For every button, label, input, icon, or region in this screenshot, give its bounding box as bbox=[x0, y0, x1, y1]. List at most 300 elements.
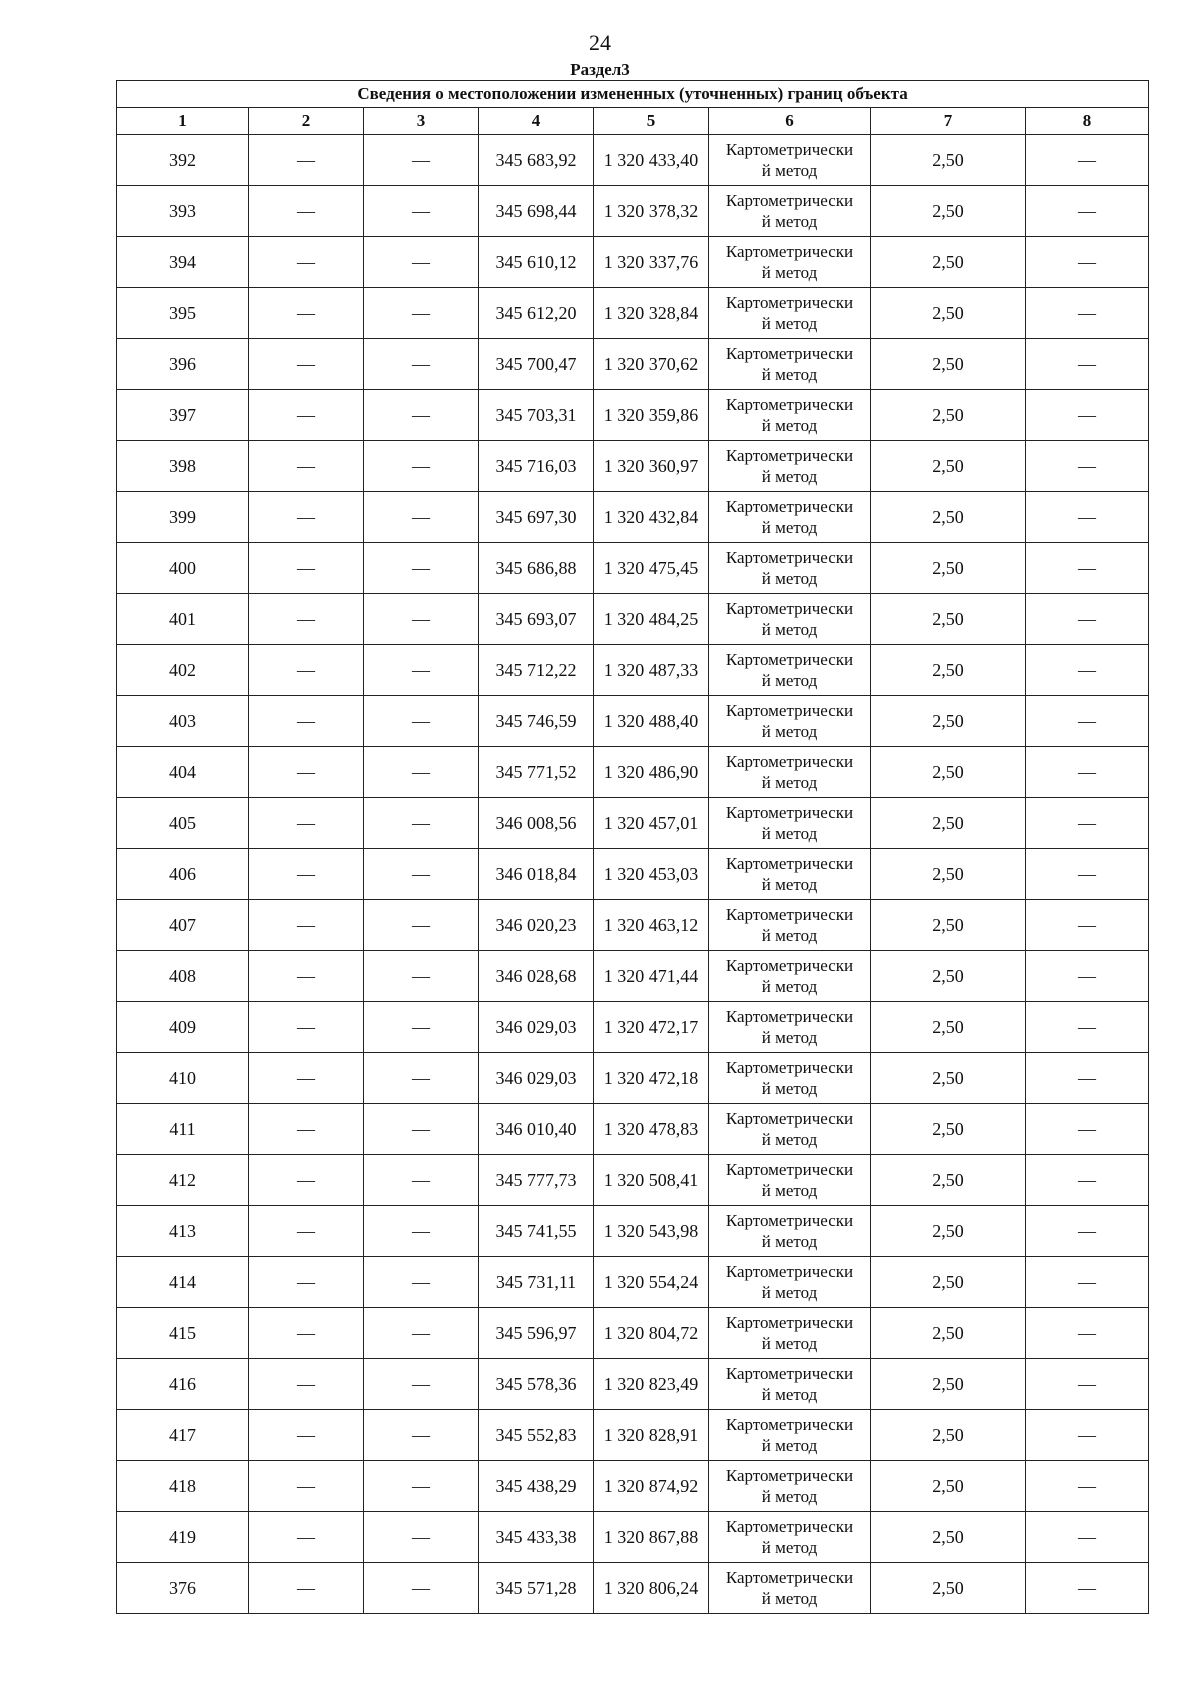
dash-cell: — bbox=[364, 900, 479, 951]
method-cell bbox=[709, 390, 871, 441]
accuracy-cell: 2,50 bbox=[871, 645, 1026, 696]
dash-cell: — bbox=[364, 1308, 479, 1359]
dash-cell: — bbox=[364, 1461, 479, 1512]
method-line-2: й метод bbox=[761, 1589, 818, 1608]
accuracy-cell: 2,50 bbox=[871, 594, 1026, 645]
method-line-1: Картометрически bbox=[725, 1160, 854, 1179]
point-number-cell: 406 bbox=[117, 849, 249, 900]
coordinate-x-cell: 345 433,38 bbox=[479, 1512, 594, 1563]
point-number-cell: 416 bbox=[117, 1359, 249, 1410]
method-cell bbox=[709, 1563, 871, 1614]
table-row bbox=[117, 441, 1149, 492]
point-number-cell: 411 bbox=[117, 1104, 249, 1155]
coordinate-x-cell: 346 008,56 bbox=[479, 798, 594, 849]
dash-cell: — bbox=[364, 696, 479, 747]
coordinate-x-cell: 345 703,31 bbox=[479, 390, 594, 441]
dash-cell: — bbox=[249, 594, 364, 645]
dash-cell: — bbox=[249, 441, 364, 492]
method-cell bbox=[709, 645, 871, 696]
page-number: 24 bbox=[589, 30, 611, 55]
accuracy-cell: 2,50 bbox=[871, 441, 1026, 492]
dash-cell: — bbox=[364, 1206, 479, 1257]
coordinate-x-cell: 345 777,73 bbox=[479, 1155, 594, 1206]
accuracy-cell: 2,50 bbox=[871, 1002, 1026, 1053]
accuracy-cell: 2,50 bbox=[871, 1512, 1026, 1563]
column-number-7: 7 bbox=[871, 108, 1026, 135]
point-number-cell: 400 bbox=[117, 543, 249, 594]
table-row bbox=[117, 288, 1149, 339]
method-line-2: й метод bbox=[761, 467, 818, 486]
dash-cell: — bbox=[364, 1512, 479, 1563]
accuracy-cell: 2,50 bbox=[871, 1053, 1026, 1104]
coordinate-y-cell: 1 320 475,45 bbox=[594, 543, 709, 594]
dash-cell: — bbox=[364, 1563, 479, 1614]
method-cell bbox=[709, 186, 871, 237]
coordinate-x-cell: 345 697,30 bbox=[479, 492, 594, 543]
table-row bbox=[117, 1053, 1149, 1104]
coordinate-x-cell: 346 029,03 bbox=[479, 1053, 594, 1104]
dash-cell: — bbox=[249, 237, 364, 288]
accuracy-cell: 2,50 bbox=[871, 390, 1026, 441]
accuracy-cell: 2,50 bbox=[871, 237, 1026, 288]
table-row bbox=[117, 339, 1149, 390]
dash-cell: — bbox=[1026, 339, 1149, 390]
dash-cell: — bbox=[249, 1104, 364, 1155]
method-line-2: й метод bbox=[761, 1436, 818, 1455]
method-line-1: Картометрически bbox=[725, 1466, 854, 1485]
dash-cell: — bbox=[249, 390, 364, 441]
method-line-2: й метод bbox=[761, 212, 818, 231]
method-line-1: Картометрически bbox=[725, 395, 854, 414]
coordinate-y-cell: 1 320 472,18 bbox=[594, 1053, 709, 1104]
dash-cell: — bbox=[364, 543, 479, 594]
dash-cell: — bbox=[1026, 645, 1149, 696]
table-row bbox=[117, 900, 1149, 951]
accuracy-cell: 2,50 bbox=[871, 1104, 1026, 1155]
method-line-2: й метод bbox=[761, 926, 818, 945]
dash-cell: — bbox=[364, 645, 479, 696]
section-title: Раздел3 bbox=[570, 60, 630, 79]
point-number-cell: 395 bbox=[117, 288, 249, 339]
method-cell bbox=[709, 594, 871, 645]
method-line-2: й метод bbox=[761, 1538, 818, 1557]
dash-cell: — bbox=[1026, 1104, 1149, 1155]
method-line-2: й метод bbox=[761, 1334, 818, 1353]
table-row bbox=[117, 1512, 1149, 1563]
column-number-2: 2 bbox=[249, 108, 364, 135]
coordinate-x-cell: 345 731,11 bbox=[479, 1257, 594, 1308]
point-number-cell: 418 bbox=[117, 1461, 249, 1512]
dash-cell: — bbox=[1026, 186, 1149, 237]
method-line-1: Картометрически bbox=[725, 1517, 854, 1536]
dash-cell: — bbox=[1026, 543, 1149, 594]
table-row bbox=[117, 1461, 1149, 1512]
method-cell bbox=[709, 900, 871, 951]
method-line-1: Картометрически bbox=[725, 548, 854, 567]
method-cell bbox=[709, 441, 871, 492]
dash-cell: — bbox=[1026, 1308, 1149, 1359]
coordinate-x-cell: 345 552,83 bbox=[479, 1410, 594, 1461]
accuracy-cell: 2,50 bbox=[871, 543, 1026, 594]
coordinate-y-cell: 1 320 360,97 bbox=[594, 441, 709, 492]
method-line-1: Картометрически bbox=[725, 242, 854, 261]
method-line-1: Картометрически bbox=[725, 956, 854, 975]
dash-cell: — bbox=[1026, 237, 1149, 288]
coordinate-y-cell: 1 320 359,86 bbox=[594, 390, 709, 441]
dash-cell: — bbox=[1026, 747, 1149, 798]
accuracy-cell: 2,50 bbox=[871, 1461, 1026, 1512]
dash-cell: — bbox=[1026, 900, 1149, 951]
accuracy-cell: 2,50 bbox=[871, 696, 1026, 747]
coordinate-y-cell: 1 320 554,24 bbox=[594, 1257, 709, 1308]
dash-cell: — bbox=[1026, 1002, 1149, 1053]
method-cell bbox=[709, 1053, 871, 1104]
method-cell bbox=[709, 339, 871, 390]
coordinate-x-cell: 345 686,88 bbox=[479, 543, 594, 594]
accuracy-cell: 2,50 bbox=[871, 135, 1026, 186]
coordinate-y-cell: 1 320 378,32 bbox=[594, 186, 709, 237]
dash-cell: — bbox=[249, 1257, 364, 1308]
method-cell bbox=[709, 1461, 871, 1512]
dash-cell: — bbox=[249, 849, 364, 900]
method-line-2: й метод bbox=[761, 875, 818, 894]
dash-cell: — bbox=[249, 1155, 364, 1206]
dash-cell: — bbox=[1026, 1512, 1149, 1563]
method-line-2: й метод bbox=[761, 365, 818, 384]
method-cell bbox=[709, 696, 871, 747]
dash-cell: — bbox=[249, 1461, 364, 1512]
dash-cell: — bbox=[364, 186, 479, 237]
point-number-cell: 404 bbox=[117, 747, 249, 798]
dash-cell: — bbox=[249, 1563, 364, 1614]
method-cell bbox=[709, 1512, 871, 1563]
method-line-1: Картометрически bbox=[725, 650, 854, 669]
method-line-1: Картометрически bbox=[725, 1262, 854, 1281]
method-line-2: й метод bbox=[761, 977, 818, 996]
dash-cell: — bbox=[249, 645, 364, 696]
point-number-cell: 408 bbox=[117, 951, 249, 1002]
column-number-1: 1 bbox=[117, 108, 249, 135]
dash-cell: — bbox=[1026, 798, 1149, 849]
point-number-cell: 394 bbox=[117, 237, 249, 288]
dash-cell: — bbox=[364, 339, 479, 390]
coordinate-y-cell: 1 320 874,92 bbox=[594, 1461, 709, 1512]
coordinate-x-cell: 345 700,47 bbox=[479, 339, 594, 390]
dash-cell: — bbox=[364, 1359, 479, 1410]
coordinate-x-cell: 345 571,28 bbox=[479, 1563, 594, 1614]
method-line-1: Картометрически bbox=[725, 854, 854, 873]
coordinate-y-cell: 1 320 486,90 bbox=[594, 747, 709, 798]
dash-cell: — bbox=[1026, 1053, 1149, 1104]
dash-cell: — bbox=[1026, 1206, 1149, 1257]
column-number-5: 5 bbox=[594, 108, 709, 135]
coordinate-x-cell: 345 596,97 bbox=[479, 1308, 594, 1359]
coordinate-y-cell: 1 320 432,84 bbox=[594, 492, 709, 543]
point-number-cell: 414 bbox=[117, 1257, 249, 1308]
accuracy-cell: 2,50 bbox=[871, 1359, 1026, 1410]
coordinate-x-cell: 345 716,03 bbox=[479, 441, 594, 492]
table-body bbox=[117, 135, 1149, 1614]
method-cell bbox=[709, 1308, 871, 1359]
coordinate-x-cell: 345 578,36 bbox=[479, 1359, 594, 1410]
coordinate-y-cell: 1 320 508,41 bbox=[594, 1155, 709, 1206]
table-row bbox=[117, 1410, 1149, 1461]
method-line-1: Картометрически bbox=[725, 1568, 854, 1587]
method-line-2: й метод bbox=[761, 518, 818, 537]
method-line-2: й метод bbox=[761, 722, 818, 741]
point-number-cell: 410 bbox=[117, 1053, 249, 1104]
coordinate-y-cell: 1 320 328,84 bbox=[594, 288, 709, 339]
method-cell bbox=[709, 1410, 871, 1461]
method-line-2: й метод bbox=[761, 314, 818, 333]
point-number-cell: 407 bbox=[117, 900, 249, 951]
dash-cell: — bbox=[1026, 390, 1149, 441]
accuracy-cell: 2,50 bbox=[871, 1308, 1026, 1359]
table-row bbox=[117, 1104, 1149, 1155]
dash-cell: — bbox=[364, 951, 479, 1002]
method-line-2: й метод bbox=[761, 1487, 818, 1506]
coordinate-y-cell: 1 320 823,49 bbox=[594, 1359, 709, 1410]
dash-cell: — bbox=[364, 1410, 479, 1461]
method-line-2: й метод bbox=[761, 1181, 818, 1200]
table-row bbox=[117, 798, 1149, 849]
point-number-cell: 413 bbox=[117, 1206, 249, 1257]
dash-cell: — bbox=[364, 1155, 479, 1206]
method-line-1: Картометрически bbox=[725, 140, 854, 159]
dash-cell: — bbox=[249, 900, 364, 951]
method-cell bbox=[709, 849, 871, 900]
coordinate-x-cell: 345 698,44 bbox=[479, 186, 594, 237]
coordinate-y-cell: 1 320 370,62 bbox=[594, 339, 709, 390]
dash-cell: — bbox=[1026, 696, 1149, 747]
accuracy-cell: 2,50 bbox=[871, 849, 1026, 900]
method-line-2: й метод bbox=[761, 263, 818, 282]
method-line-1: Картометрически bbox=[725, 1007, 854, 1026]
dash-cell: — bbox=[364, 1257, 479, 1308]
method-line-1: Картометрически bbox=[725, 1364, 854, 1383]
dash-cell: — bbox=[249, 288, 364, 339]
method-line-2: й метод bbox=[761, 1232, 818, 1251]
point-number-cell: 402 bbox=[117, 645, 249, 696]
coordinate-y-cell: 1 320 484,25 bbox=[594, 594, 709, 645]
dash-cell: — bbox=[249, 747, 364, 798]
point-number-cell: 412 bbox=[117, 1155, 249, 1206]
point-number-cell: 393 bbox=[117, 186, 249, 237]
coordinate-y-cell: 1 320 488,40 bbox=[594, 696, 709, 747]
method-line-2: й метод bbox=[761, 824, 818, 843]
table-row bbox=[117, 1563, 1149, 1614]
table-row bbox=[117, 1308, 1149, 1359]
table-row bbox=[117, 645, 1149, 696]
coordinate-y-cell: 1 320 453,03 bbox=[594, 849, 709, 900]
method-cell bbox=[709, 951, 871, 1002]
method-cell bbox=[709, 237, 871, 288]
coordinate-x-cell: 345 746,59 bbox=[479, 696, 594, 747]
dash-cell: — bbox=[249, 1512, 364, 1563]
dash-cell: — bbox=[364, 1104, 479, 1155]
accuracy-cell: 2,50 bbox=[871, 1257, 1026, 1308]
method-line-1: Картометрически bbox=[725, 293, 854, 312]
dash-cell: — bbox=[249, 798, 364, 849]
dash-cell: — bbox=[364, 288, 479, 339]
table-row bbox=[117, 237, 1149, 288]
dash-cell: — bbox=[249, 1308, 364, 1359]
coordinate-x-cell: 345 683,92 bbox=[479, 135, 594, 186]
accuracy-cell: 2,50 bbox=[871, 288, 1026, 339]
dash-cell: — bbox=[364, 1002, 479, 1053]
table-row bbox=[117, 594, 1149, 645]
method-line-1: Картометрически bbox=[725, 446, 854, 465]
table-row bbox=[117, 390, 1149, 441]
dash-cell: — bbox=[1026, 594, 1149, 645]
coordinate-y-cell: 1 320 463,12 bbox=[594, 900, 709, 951]
method-cell bbox=[709, 798, 871, 849]
point-number-cell: 405 bbox=[117, 798, 249, 849]
coordinate-x-cell: 346 018,84 bbox=[479, 849, 594, 900]
coordinate-x-cell: 346 010,40 bbox=[479, 1104, 594, 1155]
dash-cell: — bbox=[249, 492, 364, 543]
accuracy-cell: 2,50 bbox=[871, 747, 1026, 798]
dash-cell: — bbox=[1026, 288, 1149, 339]
accuracy-cell: 2,50 bbox=[871, 900, 1026, 951]
table-row bbox=[117, 135, 1149, 186]
point-number-cell: 399 bbox=[117, 492, 249, 543]
column-number-row bbox=[117, 108, 1149, 135]
dash-cell: — bbox=[1026, 135, 1149, 186]
method-line-2: й метод bbox=[761, 161, 818, 180]
point-number-cell: 401 bbox=[117, 594, 249, 645]
method-cell bbox=[709, 1155, 871, 1206]
coordinate-x-cell: 345 693,07 bbox=[479, 594, 594, 645]
dash-cell: — bbox=[364, 747, 479, 798]
coordinate-y-cell: 1 320 478,83 bbox=[594, 1104, 709, 1155]
dash-cell: — bbox=[364, 849, 479, 900]
dash-cell: — bbox=[1026, 951, 1149, 1002]
table-row bbox=[117, 951, 1149, 1002]
method-cell bbox=[709, 492, 871, 543]
method-line-2: й метод bbox=[761, 1079, 818, 1098]
table-caption-row bbox=[117, 81, 1149, 108]
coordinate-y-cell: 1 320 487,33 bbox=[594, 645, 709, 696]
dash-cell: — bbox=[364, 441, 479, 492]
dash-cell: — bbox=[249, 135, 364, 186]
accuracy-cell: 2,50 bbox=[871, 1410, 1026, 1461]
dash-cell: — bbox=[249, 951, 364, 1002]
method-line-1: Картометрически bbox=[725, 191, 854, 210]
coordinate-y-cell: 1 320 543,98 bbox=[594, 1206, 709, 1257]
column-number-6: 6 bbox=[709, 108, 871, 135]
point-number-cell: 397 bbox=[117, 390, 249, 441]
table-row bbox=[117, 1002, 1149, 1053]
method-cell bbox=[709, 543, 871, 594]
dash-cell: — bbox=[249, 186, 364, 237]
coordinate-y-cell: 1 320 433,40 bbox=[594, 135, 709, 186]
method-line-2: й метод bbox=[761, 1130, 818, 1149]
dash-cell: — bbox=[364, 798, 479, 849]
dash-cell: — bbox=[1026, 1410, 1149, 1461]
method-cell bbox=[709, 1104, 871, 1155]
table-row bbox=[117, 1359, 1149, 1410]
table-row bbox=[117, 492, 1149, 543]
point-number-cell: 398 bbox=[117, 441, 249, 492]
dash-cell: — bbox=[1026, 1563, 1149, 1614]
table-row bbox=[117, 1206, 1149, 1257]
coordinate-y-cell: 1 320 457,01 bbox=[594, 798, 709, 849]
coordinate-y-cell: 1 320 867,88 bbox=[594, 1512, 709, 1563]
method-line-1: Картометрически bbox=[725, 1415, 854, 1434]
method-line-2: й метод bbox=[761, 1028, 818, 1047]
dash-cell: — bbox=[364, 237, 479, 288]
dash-cell: — bbox=[249, 1410, 364, 1461]
column-number-3: 3 bbox=[364, 108, 479, 135]
dash-cell: — bbox=[249, 339, 364, 390]
column-number-8: 8 bbox=[1026, 108, 1149, 135]
dash-cell: — bbox=[364, 1053, 479, 1104]
dash-cell: — bbox=[249, 1053, 364, 1104]
table-row bbox=[117, 1155, 1149, 1206]
dash-cell: — bbox=[249, 543, 364, 594]
method-cell bbox=[709, 1257, 871, 1308]
coordinate-x-cell: 345 712,22 bbox=[479, 645, 594, 696]
accuracy-cell: 2,50 bbox=[871, 339, 1026, 390]
accuracy-cell: 2,50 bbox=[871, 186, 1026, 237]
dash-cell: — bbox=[364, 594, 479, 645]
method-line-2: й метод bbox=[761, 671, 818, 690]
dash-cell: — bbox=[249, 1206, 364, 1257]
method-cell bbox=[709, 747, 871, 798]
point-number-cell: 396 bbox=[117, 339, 249, 390]
method-line-1: Картометрически bbox=[725, 1058, 854, 1077]
method-line-1: Картометрически bbox=[725, 344, 854, 363]
accuracy-cell: 2,50 bbox=[871, 1563, 1026, 1614]
accuracy-cell: 2,50 bbox=[871, 492, 1026, 543]
method-line-1: Картометрически bbox=[725, 1313, 854, 1332]
dash-cell: — bbox=[1026, 1359, 1149, 1410]
method-cell bbox=[709, 288, 871, 339]
method-line-1: Картометрически bbox=[725, 905, 854, 924]
point-number-cell: 419 bbox=[117, 1512, 249, 1563]
table-caption: Сведения о местоположении измененных (уточненных) границ объекта bbox=[117, 81, 1149, 108]
dash-cell: — bbox=[1026, 1461, 1149, 1512]
coordinate-x-cell: 345 741,55 bbox=[479, 1206, 594, 1257]
dash-cell: — bbox=[1026, 1257, 1149, 1308]
method-line-1: Картометрически bbox=[725, 1109, 854, 1128]
method-line-2: й метод bbox=[761, 773, 818, 792]
table-row bbox=[117, 186, 1149, 237]
method-line-2: й метод bbox=[761, 1385, 818, 1404]
dash-cell: — bbox=[249, 696, 364, 747]
coordinate-x-cell: 345 610,12 bbox=[479, 237, 594, 288]
coordinate-y-cell: 1 320 337,76 bbox=[594, 237, 709, 288]
table-row bbox=[117, 543, 1149, 594]
method-line-1: Картометрически bbox=[725, 701, 854, 720]
dash-cell: — bbox=[1026, 441, 1149, 492]
coordinate-y-cell: 1 320 806,24 bbox=[594, 1563, 709, 1614]
dash-cell: — bbox=[249, 1002, 364, 1053]
method-line-2: й метод bbox=[761, 569, 818, 588]
point-number-cell: 392 bbox=[117, 135, 249, 186]
accuracy-cell: 2,50 bbox=[871, 1206, 1026, 1257]
point-number-cell: 409 bbox=[117, 1002, 249, 1053]
method-cell bbox=[709, 1359, 871, 1410]
dash-cell: — bbox=[249, 1359, 364, 1410]
coordinate-x-cell: 346 029,03 bbox=[479, 1002, 594, 1053]
method-line-2: й метод bbox=[761, 416, 818, 435]
method-cell bbox=[709, 135, 871, 186]
coordinate-x-cell: 345 438,29 bbox=[479, 1461, 594, 1512]
dash-cell: — bbox=[1026, 1155, 1149, 1206]
coordinate-x-cell: 346 020,23 bbox=[479, 900, 594, 951]
